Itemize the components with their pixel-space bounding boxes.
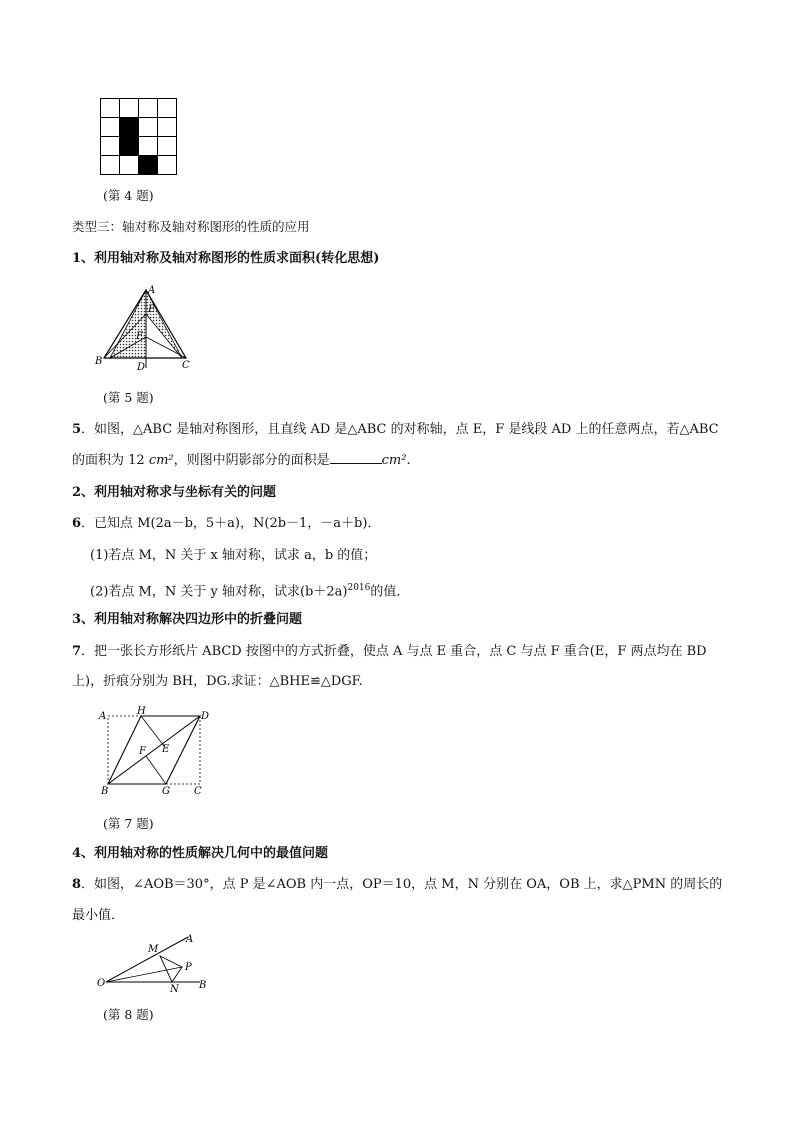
- label-a: A: [148, 285, 156, 296]
- question-5-text: ．如图，△ABC 是轴对称图形，且直线 AD 是△ABC 的对称轴，点 E，F 是线段 AD 上的任意两点，若△ABC: [81, 422, 719, 437]
- label-o: O: [97, 978, 106, 989]
- question-5-text-c: .: [406, 453, 411, 468]
- question-5-number: 5: [72, 422, 82, 437]
- question-5-line-2: [72, 451, 411, 470]
- question-6-text: ．已知点 M(2a－b，5＋a)，N(2b－1，－a＋b)．: [81, 516, 381, 531]
- section-3-title: 3、利用轴对称解决四边形中的折叠问题: [72, 612, 303, 627]
- label-h: H: [137, 706, 146, 717]
- grid-cell: [101, 99, 120, 118]
- figure-8-caption: (第 8 题): [103, 1007, 154, 1022]
- grid-cell: [120, 156, 139, 175]
- question-6-number: 6: [72, 516, 82, 531]
- grid-cell: [158, 156, 177, 175]
- question-5-text-b: ，则图中阴影部分的面积是: [173, 453, 330, 468]
- question-7-line-1: [72, 643, 707, 661]
- label-b: B: [95, 356, 103, 367]
- figure-7-caption: (第 7 题): [103, 816, 154, 831]
- figure-5-caption: (第 5 题): [103, 390, 154, 405]
- grid-cell-black: [139, 156, 158, 175]
- question-8-number: 8: [72, 877, 82, 892]
- label-e: E: [148, 304, 156, 315]
- label-a: A: [99, 711, 107, 722]
- unit-cm2: cm²: [381, 453, 407, 468]
- question-6-part-2: [90, 579, 409, 601]
- type3-title: 类型三：轴对称及轴对称图形的性质的应用: [72, 219, 310, 234]
- label-c: C: [194, 786, 202, 797]
- grid-cell: [120, 99, 139, 118]
- grid-cell: [158, 137, 177, 156]
- question-6-part-2-a: (2)若点 M，N 关于 y 轴对称，试求(b＋2a): [90, 584, 348, 600]
- grid-cell: [139, 118, 158, 137]
- label-c: C: [182, 360, 190, 371]
- diagonal-bd: [108, 716, 200, 784]
- label-a: A: [186, 934, 194, 945]
- grid-figure: [100, 98, 177, 175]
- exponent: 2016: [347, 583, 371, 593]
- grid-cell: [158, 118, 177, 137]
- label-f: F: [139, 746, 146, 757]
- question-8-text: ．如图，∠AOB＝30°，点 P 是∠AOB 内一点，OP＝10，点 M，N 分别在 OA，OB 上，求△PMN 的周长的: [81, 877, 723, 892]
- section-4-title: 4、利用轴对称的性质解决几何中的最值问题: [72, 846, 329, 861]
- segment-gf: [146, 756, 166, 784]
- label-d: D: [137, 362, 146, 373]
- ray-oa: [106, 937, 188, 982]
- question-8-line-2: 最小值．: [72, 908, 125, 923]
- label-b: B: [199, 980, 207, 991]
- question-5-line-1: [72, 421, 719, 439]
- label-n: N: [170, 984, 179, 992]
- grid-cell: [139, 137, 158, 156]
- answer-blank[interactable]: [330, 451, 382, 464]
- grid-cell: [158, 99, 177, 118]
- figure-8-angle: [92, 930, 222, 992]
- label-m: M: [148, 944, 159, 955]
- label-e: E: [162, 744, 170, 755]
- question-7-number: 7: [72, 644, 82, 659]
- grid-cell: [139, 99, 158, 118]
- label-g: G: [162, 786, 170, 797]
- figure-7-rectangle: [94, 706, 216, 798]
- question-6-part-2-b: 的值．: [370, 584, 410, 600]
- question-6-part-1: (1)若点 M，N 关于 x 轴对称，试求 a，b 的值；: [90, 548, 377, 563]
- question-8-line-1: [72, 876, 722, 894]
- section-2-title: 2、利用轴对称求与坐标有关的问题: [72, 485, 277, 500]
- segment-he: [141, 716, 164, 746]
- grid-cell-black: [120, 118, 139, 137]
- question-6-line-1: [72, 515, 380, 533]
- grid-cell: [101, 137, 120, 156]
- section-1-title: 1、利用轴对称及轴对称图形的性质求面积(转化思想): [72, 251, 380, 266]
- unit-cm2: cm²: [148, 453, 174, 468]
- question-7-line-2: 上)，折痕分别为 BH，DG.求证：△BHE≌△DGF.: [72, 674, 363, 689]
- grid-cell-black: [120, 137, 139, 156]
- question-7-text: ．把一张长方形纸片 ABCD 按图中的方式折叠，使点 A 与点 E 重合，点 C 与点 F 重合(E，F 两点均在 BD: [81, 644, 707, 659]
- label-b: B: [101, 786, 109, 797]
- figure-4-caption: (第 4 题): [103, 188, 154, 203]
- grid-cell: [101, 118, 120, 137]
- question-5-text-a: 的面积为 12: [72, 453, 149, 468]
- grid-cell: [101, 156, 120, 175]
- label-p: P: [185, 962, 192, 973]
- figure-5-triangle: [92, 280, 202, 374]
- label-f: F: [136, 331, 143, 342]
- label-d: D: [201, 711, 210, 722]
